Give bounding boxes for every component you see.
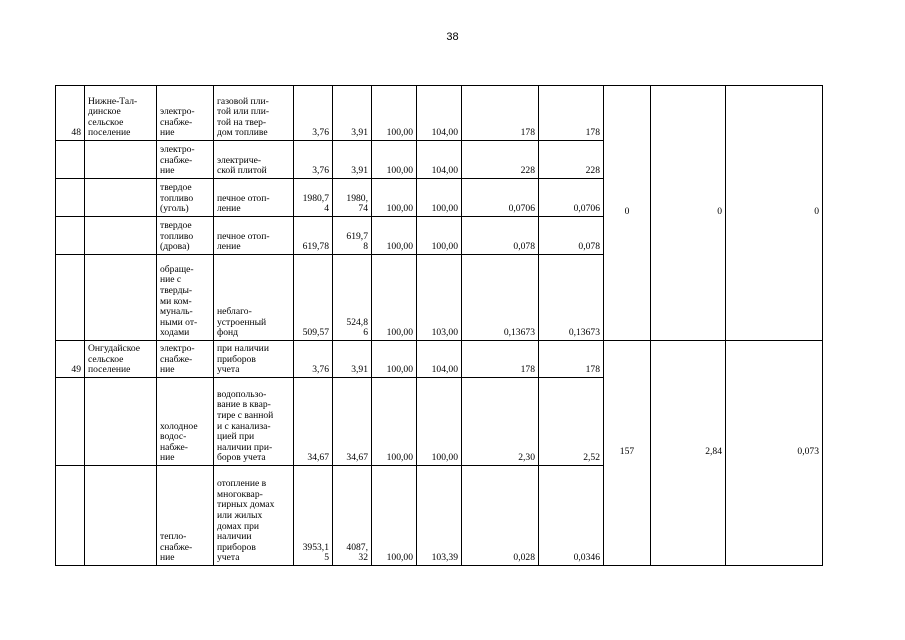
value-cell: 178	[462, 86, 539, 141]
value-cell: 100,00	[417, 378, 462, 466]
settlement-cell: Нижне-Тал- динское сельское поселение	[85, 86, 157, 141]
settlement-cell	[85, 255, 157, 341]
row-number-cell	[56, 255, 85, 341]
service-cell: электро- снабже- ние	[157, 341, 214, 378]
description-cell: при наличии приборов учета	[214, 341, 294, 378]
service-cell: холодное водос- набже- ние	[157, 378, 214, 466]
description-cell: отопление в многоквар- тирных домах или жилых домах при наличии приборов учета	[214, 466, 294, 566]
tariff-table	[55, 85, 823, 566]
value-cell: 509,57	[294, 255, 333, 341]
value-cell: 178	[462, 341, 539, 378]
value-cell: 100,00	[417, 179, 462, 217]
description-cell: газовой пли- той или пли- той на твер- дом топливе	[214, 86, 294, 141]
value-cell: 3,91	[333, 86, 372, 141]
row-number-cell	[56, 378, 85, 466]
settlement-cell	[85, 217, 157, 255]
value-cell: 3953,1 5	[294, 466, 333, 566]
value-cell: 34,67	[333, 378, 372, 466]
value-cell: 104,00	[417, 341, 462, 378]
value-cell: 100,00	[372, 255, 417, 341]
value-cell: 0,0346	[539, 466, 604, 566]
service-cell: твердое топливо (дрова)	[157, 217, 214, 255]
description-cell: электриче- ской плитой	[214, 141, 294, 179]
value-cell: 0,0706	[539, 179, 604, 217]
value-cell: 4087, 32	[333, 466, 372, 566]
row-number-cell	[56, 217, 85, 255]
service-cell: тепло- снабже- ние	[157, 466, 214, 566]
settlement-cell	[85, 466, 157, 566]
description-cell: печное отоп- ление	[214, 179, 294, 217]
row-number-cell: 48	[56, 86, 85, 141]
description-cell: водопользо- вание в квар- тире с ванной и с канализа- цией при наличии при- боров учета	[214, 378, 294, 466]
value-cell: 0,13673	[462, 255, 539, 341]
value-cell: 178	[539, 86, 604, 141]
summary-cell: 0	[651, 86, 726, 341]
value-cell: 524,8 6	[333, 255, 372, 341]
row-number-cell	[56, 466, 85, 566]
settlement-cell	[85, 378, 157, 466]
value-cell: 1980,7 4	[294, 179, 333, 217]
value-cell: 100,00	[372, 141, 417, 179]
value-cell: 100,00	[372, 179, 417, 217]
value-cell: 178	[539, 341, 604, 378]
value-cell: 228	[462, 141, 539, 179]
description-cell: неблаго- устроенный фонд	[214, 255, 294, 341]
value-cell: 103,39	[417, 466, 462, 566]
value-cell: 100,00	[372, 466, 417, 566]
value-cell: 0,0706	[462, 179, 539, 217]
value-cell: 104,00	[417, 86, 462, 141]
row-number-cell	[56, 179, 85, 217]
description-cell: печное отоп- ление	[214, 217, 294, 255]
table-body	[56, 86, 823, 566]
value-cell: 103,00	[417, 255, 462, 341]
value-cell: 100,00	[372, 341, 417, 378]
row-number-cell: 49	[56, 341, 85, 378]
settlement-cell: Онгудайское сельское поселение	[85, 341, 157, 378]
table-row	[56, 341, 823, 378]
value-cell: 100,00	[372, 378, 417, 466]
service-cell: твердое топливо (уголь)	[157, 179, 214, 217]
value-cell: 104,00	[417, 141, 462, 179]
value-cell: 3,91	[333, 341, 372, 378]
summary-cell: 0	[604, 86, 651, 341]
service-cell: электро- снабже- ние	[157, 141, 214, 179]
value-cell: 1980, 74	[333, 179, 372, 217]
value-cell: 0,078	[462, 217, 539, 255]
value-cell: 3,76	[294, 141, 333, 179]
value-cell: 619,78	[294, 217, 333, 255]
summary-cell: 2,84	[651, 341, 726, 566]
value-cell: 100,00	[372, 86, 417, 141]
value-cell: 3,91	[333, 141, 372, 179]
service-cell: обраще- ние с тверды- ми ком- муналь- ными от- ходами	[157, 255, 214, 341]
value-cell: 0,078	[539, 217, 604, 255]
value-cell: 3,76	[294, 341, 333, 378]
row-number-cell	[56, 141, 85, 179]
summary-cell: 0	[726, 86, 823, 341]
value-cell: 0,028	[462, 466, 539, 566]
value-cell: 2,52	[539, 378, 604, 466]
table-row	[56, 86, 823, 141]
service-cell: электро- снабже- ние	[157, 86, 214, 141]
value-cell: 100,00	[372, 217, 417, 255]
value-cell: 619,7 8	[333, 217, 372, 255]
settlement-cell	[85, 179, 157, 217]
summary-cell: 0,073	[726, 341, 823, 566]
summary-cell: 157	[604, 341, 651, 566]
value-cell: 34,67	[294, 378, 333, 466]
value-cell: 100,00	[417, 217, 462, 255]
value-cell: 2,30	[462, 378, 539, 466]
settlement-cell	[85, 141, 157, 179]
page-number: 38	[446, 31, 459, 43]
value-cell: 0,13673	[539, 255, 604, 341]
value-cell: 3,76	[294, 86, 333, 141]
value-cell: 228	[539, 141, 604, 179]
